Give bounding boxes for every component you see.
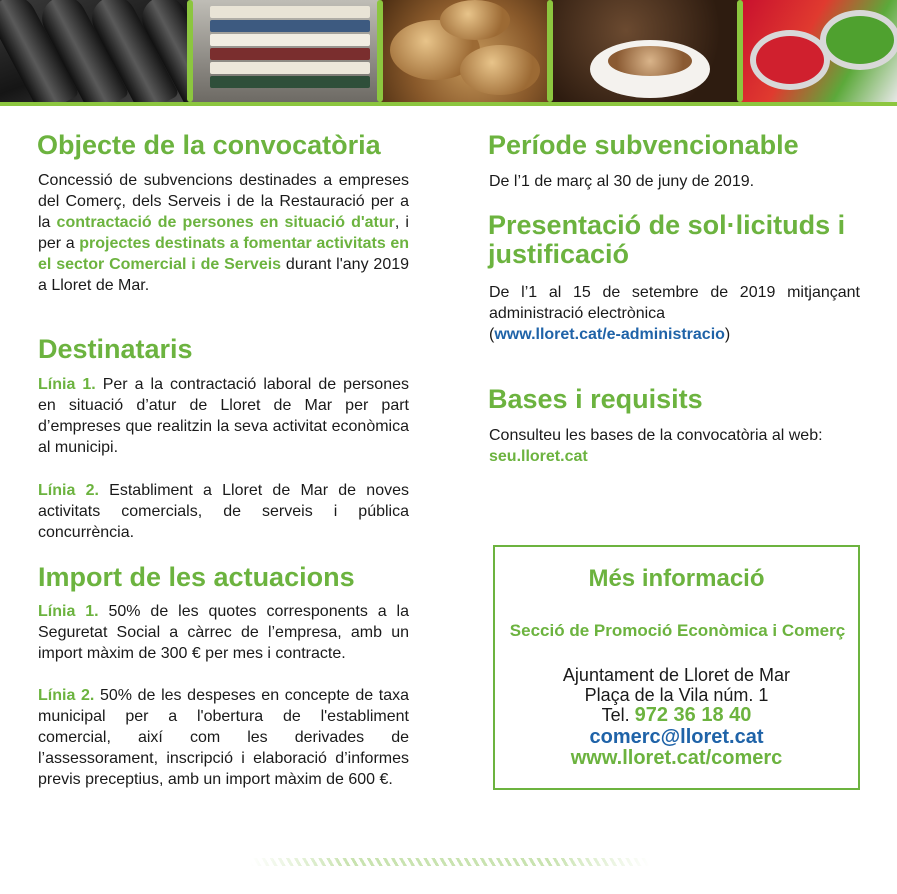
objecte-highlight-projectes: projectes destinats a fomentar activitats en el sector Comercial i de Serveis (38, 235, 410, 273)
header-photo-banner (0, 0, 897, 106)
info-address: Plaça de la Vila núm. 1 (584, 685, 769, 705)
import-heading: Import de les actuacions (38, 562, 355, 592)
destinataris-heading: Destinataris (38, 334, 193, 364)
email-link[interactable]: comerc@lloret.cat (589, 726, 764, 748)
linia-label: Línia 1. (38, 603, 99, 620)
web-link[interactable]: www.lloret.cat/comerc (570, 747, 783, 769)
banner-photo-coffee (550, 0, 740, 102)
banner-photo-paint (740, 0, 897, 102)
objecte-heading: Objecte de la convocatòria (37, 130, 381, 160)
e-administracio-link[interactable]: www.lloret.cat/e-administracio (494, 326, 725, 343)
info-title: Més informació (588, 565, 765, 592)
banner-photo-bread (380, 0, 550, 102)
bases-text: Consulteu les bases de la convocatòria al web: seu.lloret.cat (489, 427, 823, 465)
destinataris-linia2: Línia 2. Establiment a Lloret de Mar de noves activitats comercials, de serveis i pública concurrència. (38, 482, 410, 541)
linia-label: Línia 1. (38, 376, 96, 393)
objecte-text: Concessió de subvencions destinades a empreses del Comerç, dels Serveis i de la Restauració per a la contractació de persones en situació d'atur, i per a projectes destinats a fomentar activitats en el sector Comercial i de Serveis durant l'any 2019 a Lloret de Mar. (38, 172, 410, 294)
seu-link[interactable]: seu.lloret.cat (489, 448, 588, 465)
presentacio-text: De l’1 al 15 de setembre de 2019 mitjançant administració electrònica (www.lloret.cat/e-administracio) (489, 284, 860, 343)
info-tel: Tel. 972 36 18 40 (601, 704, 752, 726)
objecte-highlight-atur: contractació de persones en situació d'atur (56, 214, 395, 231)
periode-text: De l’1 de març al 30 de juny de 2019. (489, 173, 755, 190)
presentacio-heading-line2: justificació (488, 239, 630, 269)
banner-photo-books (190, 0, 380, 102)
banner-photo-wine (0, 0, 190, 102)
import-linia2: Línia 2. 50% de les despeses en concepte de taxa municipal per a l'obertura de l'establiment comercial, així com les derivades de l’assessorament, inscripció i elaboració d’informes previs preceptius, amb un import màxim de 600 €. (38, 687, 409, 788)
info-section: Secció de Promoció Econòmica i Comerç (509, 621, 846, 640)
info-org: Ajuntament de Lloret de Mar (562, 665, 791, 685)
linia-label: Línia 2. (38, 482, 99, 499)
import-linia1: Línia 1. 50% de les quotes corresponents a la Seguretat Social a càrrec de l’empresa, amb un import màxim de 300 € per mes i contracte. (38, 603, 410, 662)
decorative-band (250, 858, 650, 866)
periode-heading: Període subvencionable (488, 130, 799, 160)
bases-heading: Bases i requisits (488, 384, 703, 414)
destinataris-linia1: Línia 1. Per a la contractació laboral de persones en situació d’atur de Lloret de Mar per part d’empreses que realitzin la seva activitat econòmica al municipi. (38, 376, 410, 456)
phone-link[interactable]: 972 36 18 40 (634, 704, 752, 726)
linia-label: Línia 2. (38, 687, 95, 704)
presentacio-heading-line1: Presentació de sol·licituds i (488, 210, 846, 240)
info-box (493, 545, 860, 790)
